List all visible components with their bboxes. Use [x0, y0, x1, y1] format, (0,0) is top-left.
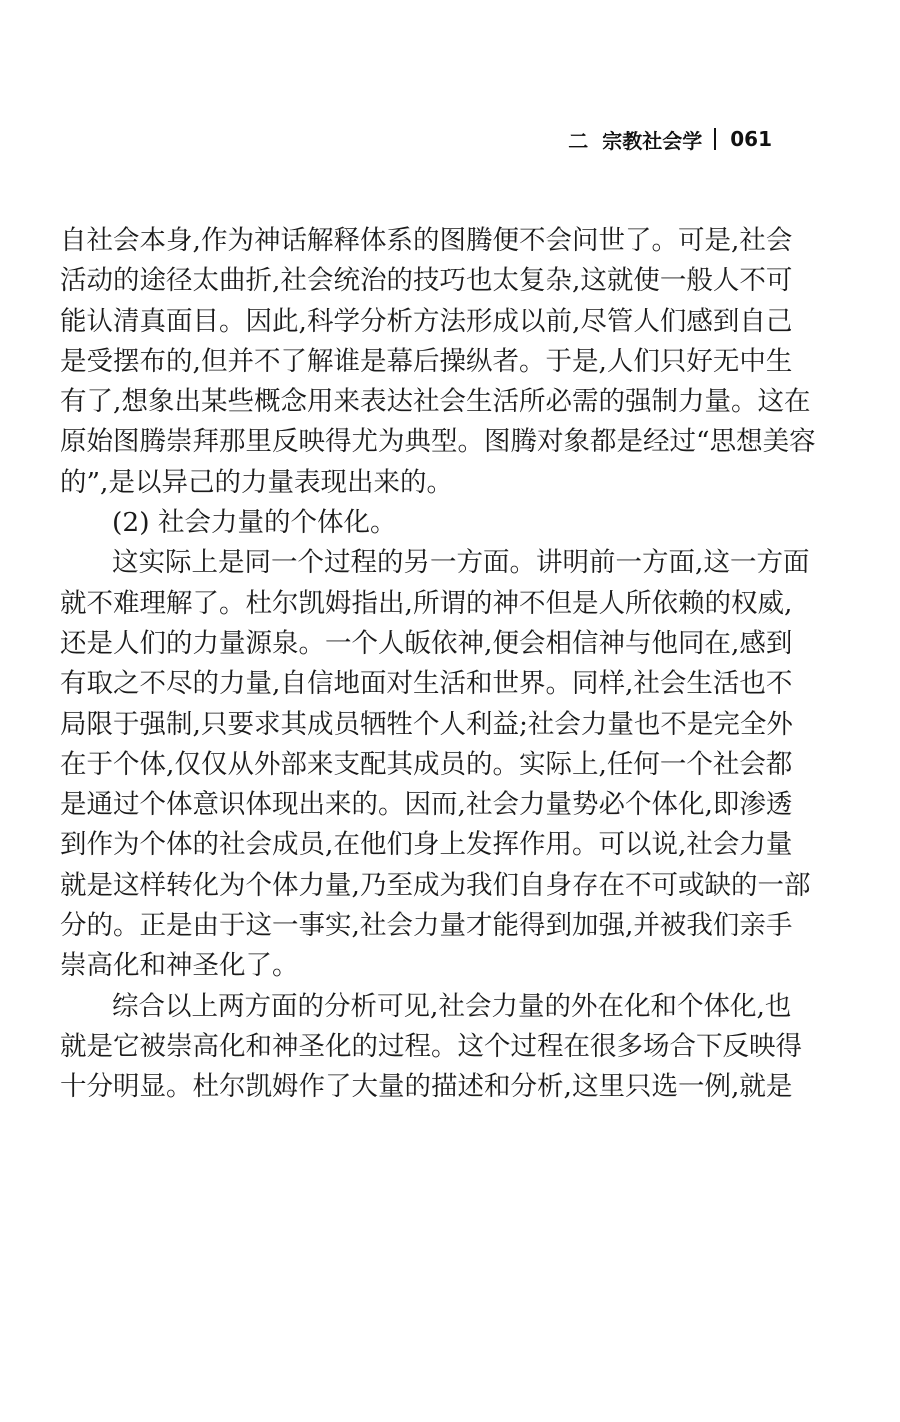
- text-line: 在 于 个 体 , 仅 仅 从 外 部 来 支 配 其 成 员 的 。 实 际 上 , 任 何 一 个 社 会 都: [60, 748, 793, 780]
- text-line: 有 取 之 不 尽 的 力 量 , 自 信 地 面 对 生 活 和 世 界 。 同 样 , 社 会 生 活 也 不: [60, 668, 793, 700]
- chapter-number: 二: [568, 128, 589, 153]
- subsection-heading: (2) 社会力量的个体化。: [112, 507, 397, 539]
- text-line: 局 限 于 强 制 , 只 要 求 其 成 员 牺 牲 个 人 利 益 ; 社 会 力 量 也 不 是 完 全 外: [60, 708, 793, 740]
- text-line: 原 始 图 腾 崇 拜 那 里 反 映 得 尤 为 典 型 。 图 腾 对 象 都 是 经 过 “ 思 想 美 容: [60, 426, 816, 458]
- text-line: 活 动 的 途 径 太 曲 折 , 社 会 统 治 的 技 巧 也 太 复 杂 , 这 就 使 一 般 人 不 可: [60, 265, 793, 297]
- header-divider: [714, 128, 716, 150]
- running-header: [568, 124, 772, 154]
- text-line: 十 分 明 显 。 杜 尔 凯 姆 作 了 大 量 的 描 述 和 分 析 , 这 里 只 选 一 例 , 就 是: [60, 1071, 793, 1103]
- text-line: 自 社 会 本 身 , 作 为 神 话 解 释 体 系 的 图 腾 便 不 会 问 世 了 。 可 是 , 社 会: [60, 225, 793, 256]
- text-line: 到 作 为 个 体 的 社 会 成 员 , 在 他 们 身 上 发 挥 作 用 。 可 以 说 , 社 会 力 量: [60, 829, 793, 861]
- text-line: 综 合 以 上 两 方 面 的 分 析 可 见 , 社 会 力 量 的 外 在 化 和 个 体 化 , 也: [112, 990, 792, 1022]
- text-line: 就 不 难 理 解 了 。 杜 尔 凯 姆 指 出 , 所 谓 的 神 不 但 是 人 所 依 赖 的 权 威 ,: [60, 587, 793, 619]
- text-line: 的”,是以异己的力量表现出来的。: [60, 466, 453, 498]
- body-text: [60, 221, 816, 1108]
- text-line: 是 通 过 个 体 意 识 体 现 出 来 的 。 因 而 , 社 会 力 量 势 必 个 体 化 , 即 渗 透: [60, 789, 793, 821]
- page-number: 061: [730, 127, 772, 151]
- text-line: 就 是 这 样 转 化 为 个 体 力 量 , 乃 至 成 为 我 们 自 身 存 在 不 可 或 缺 的 一 部: [60, 869, 811, 901]
- text-line: 还 是 人 们 的 力 量 源 泉 。 一 个 人 皈 依 神 , 便 会 相 信 神 与 他 同 在 , 感 到: [60, 627, 793, 659]
- text-line: 就 是 它 被 崇 高 化 和 神 圣 化 的 过 程 。 这 个 过 程 在 很 多 场 合 下 反 映 得: [60, 1030, 802, 1062]
- text-line: 崇高化和神圣化了。: [60, 950, 299, 982]
- text-line: 这 实 际 上 是 同 一 个 过 程 的 另 一 方 面 。 讲 明 前 一 方 面 , 这 一 方 面: [112, 547, 810, 579]
- text-line: 是 受 摆 布 的 , 但 并 不 了 解 谁 是 幕 后 操 纵 者 。 于 是 , 人 们 只 好 无 中 生: [60, 345, 793, 377]
- text-line: 分 的 。 正 是 由 于 这 一 事 实 , 社 会 力 量 才 能 得 到 加 强 , 并 被 我 们 亲 手: [60, 910, 793, 942]
- text-line: 能 认 清 真 面 目 。 因 此 , 科 学 分 析 方 法 形 成 以 前 , 尽 管 人 们 感 到 自 己: [60, 305, 793, 337]
- text-line: 有 了 , 想 象 出 某 些 概 念 用 来 表 达 社 会 生 活 所 必 需 的 强 制 力 量 。 这 在: [60, 386, 811, 418]
- section-title: 宗教社会学: [602, 128, 703, 153]
